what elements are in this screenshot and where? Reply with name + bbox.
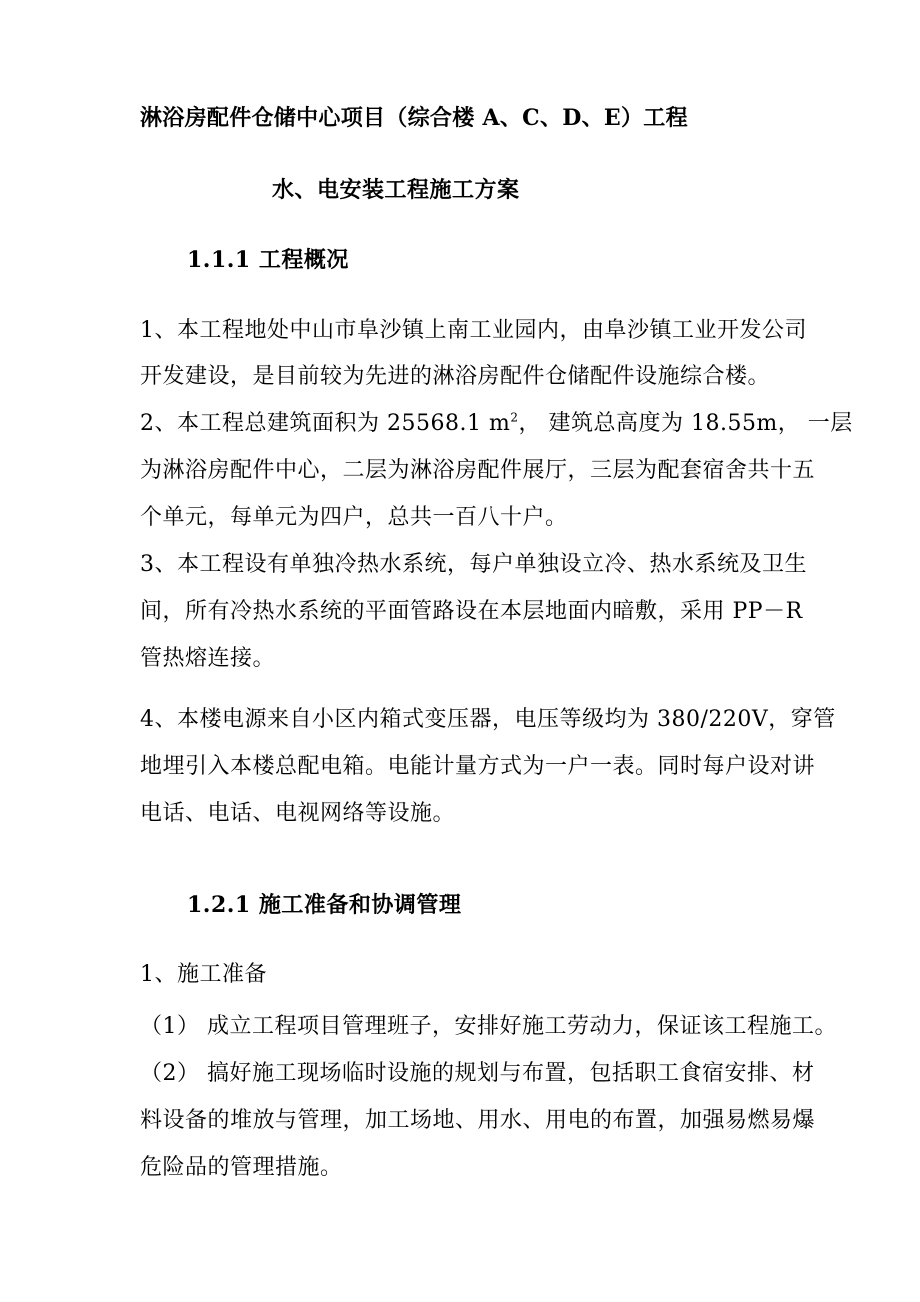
document-title-line-2: 水、电安装工程施工方案 bbox=[272, 177, 520, 203]
paragraph-line: 4、本楼电源来自小区内箱式变压器，电压等级均为 380/220V，穿管 bbox=[140, 707, 836, 732]
area-superscript: 2 bbox=[510, 410, 519, 425]
area-text: 2、本工程总建筑面积为 25568.1 m bbox=[140, 411, 511, 436]
paragraph-line: （2） 搞好施工现场临时设施的规划与布置，包括职工食宿安排、材 bbox=[140, 1061, 815, 1086]
paragraph-line: 开发建设，是目前较为先进的淋浴房配件仓储配件设施综合楼。 bbox=[140, 364, 771, 389]
paragraph-line: 管热熔连接。 bbox=[140, 646, 276, 671]
paragraph-line: 1、施工准备 bbox=[140, 962, 267, 987]
paragraph-line: 1、本工程地处中山市阜沙镇上南工业园内，由阜沙镇工业开发公司 bbox=[140, 318, 807, 343]
paragraph-line: （1） 成立工程项目管理班子，安排好施工劳动力，保证该工程施工。 bbox=[140, 1014, 837, 1039]
area-tail: ， 建筑总高度为 18.55m， 一层 bbox=[518, 411, 853, 436]
document-title-line-1: 淋浴房配件仓储中心项目（综合楼 A、C、D、E）工程 bbox=[140, 105, 688, 131]
section-heading-1-1-1: 1.1.1 工程概况 bbox=[187, 247, 349, 273]
section-heading-1-2-1: 1.2.1 施工准备和协调管理 bbox=[187, 892, 462, 918]
paragraph-line: 为淋浴房配件中心，二层为淋浴房配件展厅，三层为配套宿舍共十五 bbox=[140, 458, 816, 483]
paragraph-line: 电话、电话、电视网络等设施。 bbox=[140, 801, 456, 826]
paragraph-line: 料设备的堆放与管理，加工场地、用水、用电的布置，加强易燃易爆 bbox=[140, 1108, 816, 1133]
paragraph-line: 3、本工程设有单独冷热水系统，每户单独设立冷、热水系统及卫生 bbox=[140, 552, 807, 577]
paragraph-line: 个单元，每单元为四户，总共一百八十户。 bbox=[140, 505, 568, 530]
paragraph-line: 间，所有冷热水系统的平面管路设在本层地面内暗敷，采用 PP－R bbox=[140, 599, 803, 624]
paragraph-line-area bbox=[140, 409, 853, 439]
paragraph-line: 地埋引入本楼总配电箱。电能计量方式为一户一表。同时每户设对讲 bbox=[140, 754, 816, 779]
paragraph-line: 危险品的管理措施。 bbox=[140, 1155, 343, 1180]
